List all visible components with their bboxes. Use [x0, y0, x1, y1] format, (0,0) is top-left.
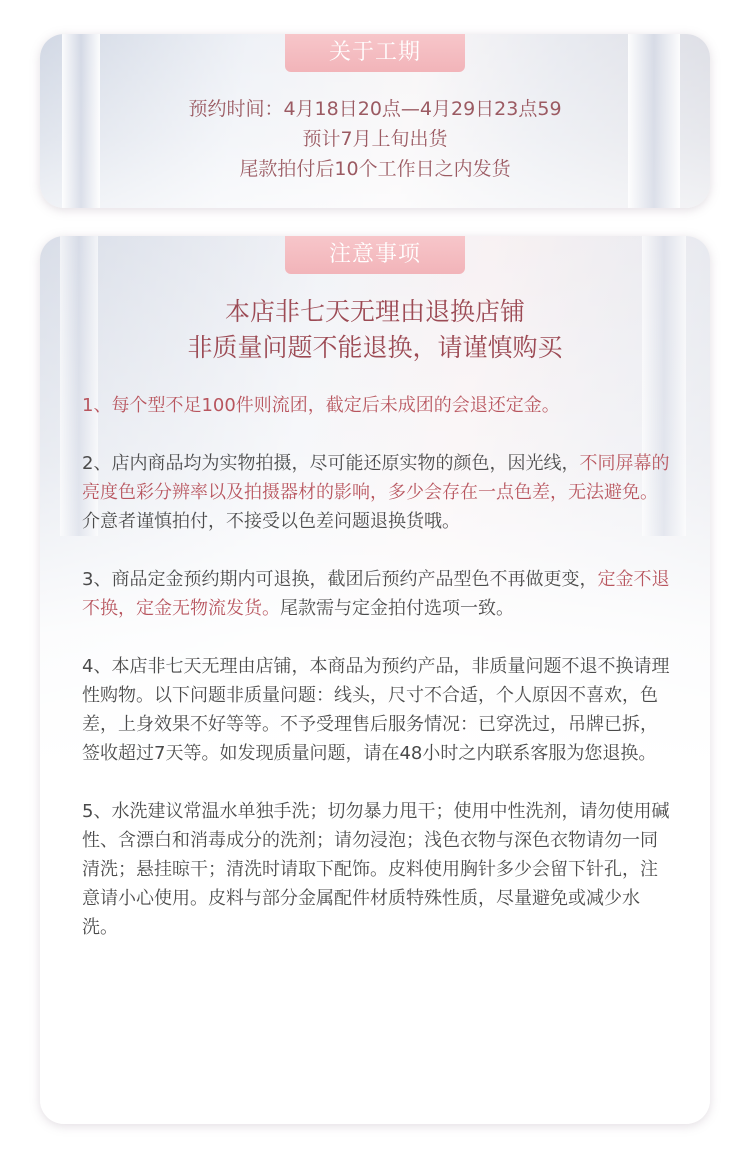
- shipping-estimate: 预计7月上旬出货: [302, 128, 448, 150]
- notice-headline: [40, 294, 710, 366]
- notice-card: [40, 236, 710, 1124]
- schedule-lines: [40, 94, 710, 184]
- balance-shipping: 尾款拍付后10个工作日之内发货: [239, 158, 511, 180]
- notice-item-3: [82, 565, 670, 623]
- notice-item-1: 1、每个型不足100件则流团，截定后未成团的会退还定金。: [82, 395, 560, 416]
- notice-item-2: [82, 449, 670, 536]
- notice-item-4: 4、本店非七天无理由店铺，本商品为预约产品，非质量问题不退不换请理性购物。以下问题非质量问题：线头，尺寸不合适，个人原因不喜欢，色差，上身效果不好等等。不予受理售后服务情况：已穿洗过，吊牌已拆，签收超过7天等。如发现质量问题，请在48小时之内联系客服为您退换。: [82, 656, 670, 764]
- notice-item-2-highlight: 不同屏幕的亮度色彩分辨率以及拍摄器材的影响，多少会存在一点色差，无法避免。: [82, 453, 670, 503]
- headline-line-1: 本店非七天无理由退换店铺: [224, 297, 525, 326]
- notice-item-2-pre: 2、店内商品均为实物拍摄，尽可能还原实物的颜色，因光线，: [82, 453, 580, 474]
- schedule-title: 关于工期: [285, 34, 465, 72]
- notice-item-5: 5、水洗建议常温水单独手洗；切勿暴力甩干；使用中性洗剂，请勿使用碱性、含漂白和消毒成分的洗剂；请勿浸泡；浅色衣物与深色衣物请勿一同清洗；悬挂晾干；清洗时请取下配饰。皮料使用胸针多少会留下针孔，注意请小心使用。皮料与部分金属配件材质特殊性质，尽量避免或减少水洗。: [82, 801, 670, 938]
- booking-time: 预约时间：4月18日20点—4月29日23点59: [188, 98, 562, 120]
- notice-items: [82, 391, 670, 971]
- notice-item-3-highlight: 定金不退不换，定金无物流发货。: [82, 569, 670, 619]
- schedule-card: [40, 34, 710, 208]
- notice-item-3-pre: 3、商品定金预约期内可退换，截团后预约产品型色不再做更变，: [82, 569, 598, 590]
- notice-item-3-post: 尾款需与定金拍付选项一致。: [280, 598, 514, 619]
- notice-title: 注意事项: [285, 236, 465, 274]
- headline-line-2: 非质量问题不能退换，请谨慎购买: [187, 333, 563, 362]
- notice-item-2-post: 介意者谨慎拍付，不接受以色差问题退换货哦。: [82, 511, 460, 532]
